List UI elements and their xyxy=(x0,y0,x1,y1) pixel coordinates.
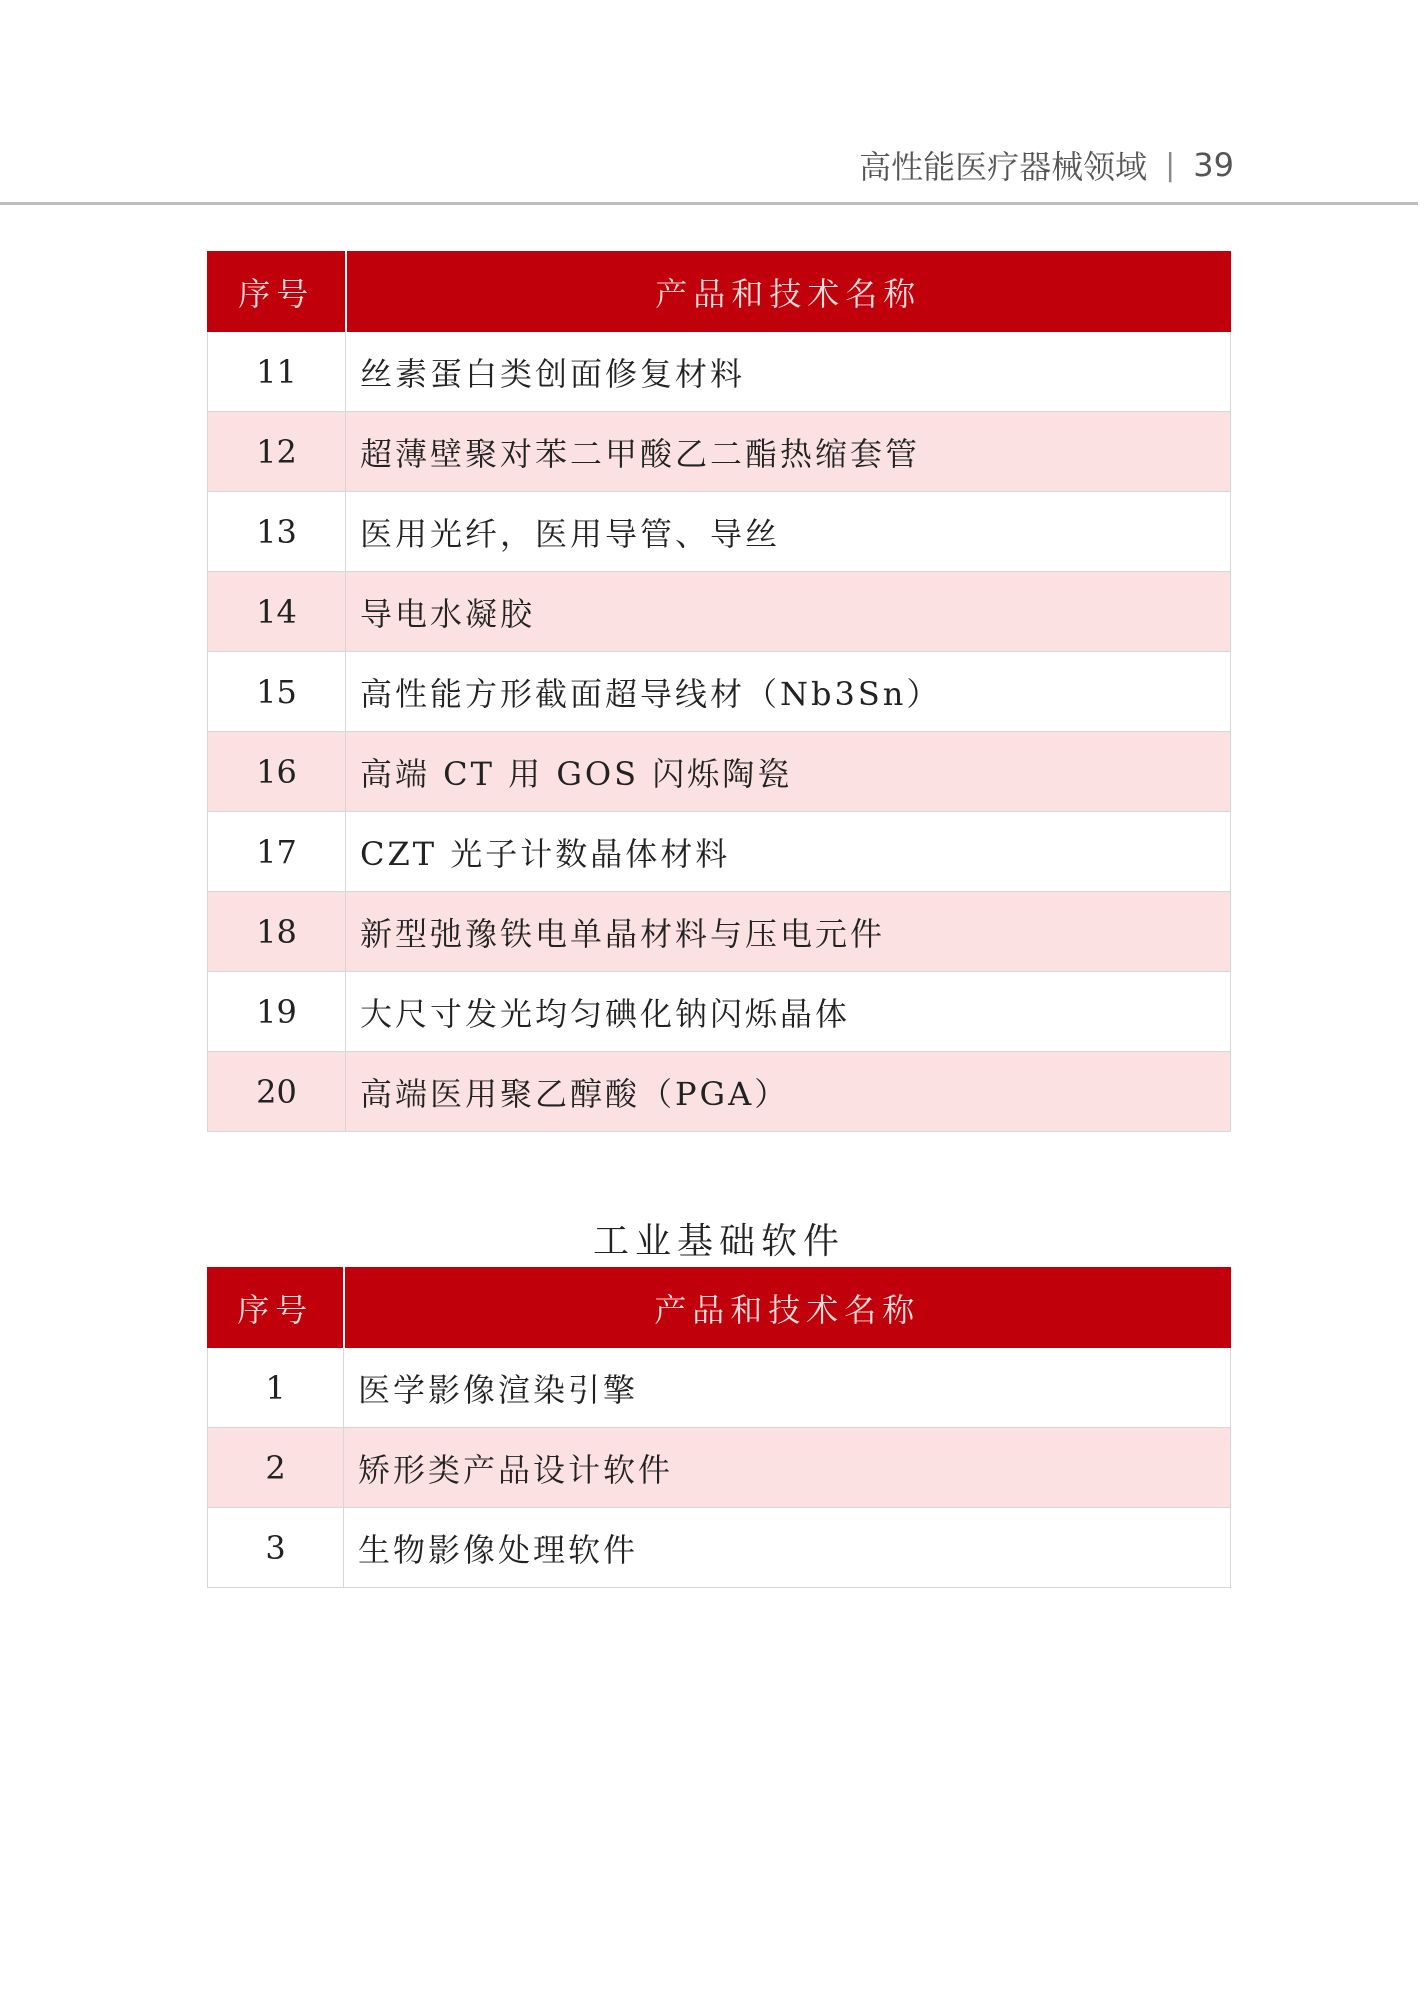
running-header xyxy=(859,140,1234,190)
row-name: 导电水凝胶 xyxy=(346,572,1231,652)
row-number: 18 xyxy=(208,892,346,972)
column-header-name: 产品和技术名称 xyxy=(346,252,1231,332)
row-number: 1 xyxy=(208,1348,344,1428)
column-header-number: 序号 xyxy=(208,1268,344,1348)
row-name: 高端 CT 用 GOS 闪烁陶瓷 xyxy=(346,732,1231,812)
table-row xyxy=(208,1428,1231,1508)
row-number: 14 xyxy=(208,572,346,652)
row-number: 12 xyxy=(208,412,346,492)
column-header-name: 产品和技术名称 xyxy=(344,1268,1231,1348)
table-row xyxy=(208,1348,1231,1428)
table-row xyxy=(208,652,1231,732)
row-name: 生物影像处理软件 xyxy=(344,1508,1231,1588)
row-name: 医用光纤，医用导管、导丝 xyxy=(346,492,1231,572)
row-number: 3 xyxy=(208,1508,344,1588)
table-header-row xyxy=(208,252,1231,332)
row-number: 15 xyxy=(208,652,346,732)
row-name: 丝素蛋白类创面修复材料 xyxy=(346,332,1231,412)
header-title: 高性能医疗器械领域 xyxy=(859,148,1148,186)
row-name: 高端医用聚乙醇酸（PGA） xyxy=(346,1052,1231,1132)
page-number: 39 xyxy=(1193,146,1234,184)
row-number: 16 xyxy=(208,732,346,812)
table-row xyxy=(208,972,1231,1052)
table-row xyxy=(208,1052,1231,1132)
row-name: CZT 光子计数晶体材料 xyxy=(346,812,1231,892)
row-number: 13 xyxy=(208,492,346,572)
row-number: 19 xyxy=(208,972,346,1052)
table-row xyxy=(208,812,1231,892)
table-row xyxy=(208,492,1231,572)
row-name: 矫形类产品设计软件 xyxy=(344,1428,1231,1508)
row-number: 11 xyxy=(208,332,346,412)
products-table-1 xyxy=(207,251,1231,1132)
row-number: 17 xyxy=(208,812,346,892)
table-row xyxy=(208,332,1231,412)
row-name: 医学影像渲染引擎 xyxy=(344,1348,1231,1428)
table-row xyxy=(208,572,1231,652)
table-row xyxy=(208,892,1231,972)
table-row xyxy=(208,732,1231,812)
row-name: 大尺寸发光均匀碘化钠闪烁晶体 xyxy=(346,972,1231,1052)
products-table-2 xyxy=(207,1267,1231,1588)
table-row xyxy=(208,412,1231,492)
row-name: 新型弛豫铁电单晶材料与压电元件 xyxy=(346,892,1231,972)
row-number: 20 xyxy=(208,1052,346,1132)
row-name: 超薄壁聚对苯二甲酸乙二酯热缩套管 xyxy=(346,412,1231,492)
section-title: 工业基础软件 xyxy=(592,1221,845,1262)
header-rule xyxy=(0,202,1418,205)
row-number: 2 xyxy=(208,1428,344,1508)
header-separator: | xyxy=(1165,147,1176,183)
column-header-number: 序号 xyxy=(208,252,346,332)
table-row xyxy=(208,1508,1231,1588)
row-name: 高性能方形截面超导线材（Nb3Sn） xyxy=(346,652,1231,732)
table-header-row xyxy=(208,1268,1231,1348)
